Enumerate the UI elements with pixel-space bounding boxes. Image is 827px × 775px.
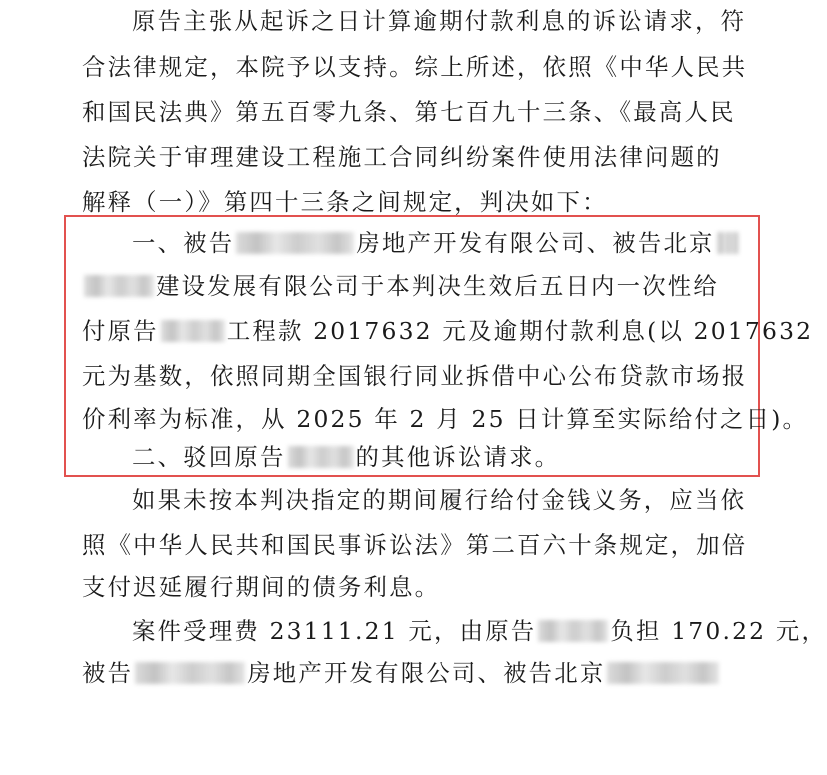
paragraph-line: 法院关于审理建设工程施工合同纠纷案件使用法律问题的	[82, 143, 722, 171]
redacted-name	[288, 446, 354, 468]
redacted-name	[161, 320, 225, 342]
redacted-name	[538, 620, 608, 642]
paragraph-line: 原告主张从起诉之日计算逾期付款利息的诉讼请求，符	[132, 7, 747, 35]
redacted-name	[607, 662, 719, 684]
paragraph-line: 如果未按本判决指定的期间履行给付金钱义务，应当依	[132, 486, 747, 514]
redacted-name	[84, 275, 154, 297]
paragraph-line: 解释（一）》第四十三条之间规定，判决如下：	[82, 188, 608, 216]
judgment-item-1-line: 付原告 工程款 2017632 元及逾期付款利息(以 2017632	[82, 317, 814, 345]
judgment-item-1-line: 建设发展有限公司于本判决生效后五日内一次性给	[82, 271, 719, 301]
judgment-item-1-line: 价利率为标准，从 2025 年 2 月 25 日计算至实际给付之日)。	[82, 405, 809, 433]
judgment-item-2-line: 二、驳回原告 的其他诉讼请求。	[132, 443, 561, 471]
redacted-name	[717, 232, 739, 254]
paragraph-line: 案件受理费 23111.21 元，由原告 负担 170.22 元，	[132, 617, 827, 645]
paragraph-line: 合法律规定，本院予以支持。综上所述，依照《中华人民共	[82, 53, 748, 81]
paragraph-line: 和国民法典》第五百零九条、第七百九十三条、《最高人民	[82, 98, 736, 126]
judgment-item-1-line: 元为基数，依照同期全国银行同业拆借中心公布贷款市场报	[82, 362, 748, 390]
paragraph-line: 照《中华人民共和国民事诉讼法》第二百六十条规定，加倍	[82, 531, 748, 559]
redacted-name	[135, 662, 245, 684]
paragraph-line: 被告 房地产开发有限公司、被告北京	[82, 658, 721, 688]
judgment-item-1-line: 一、被告 房地产开发有限公司、被告北京	[132, 228, 741, 258]
redacted-name	[236, 232, 354, 254]
paragraph-line: 支付迟延履行期间的债务利息。	[82, 573, 441, 601]
